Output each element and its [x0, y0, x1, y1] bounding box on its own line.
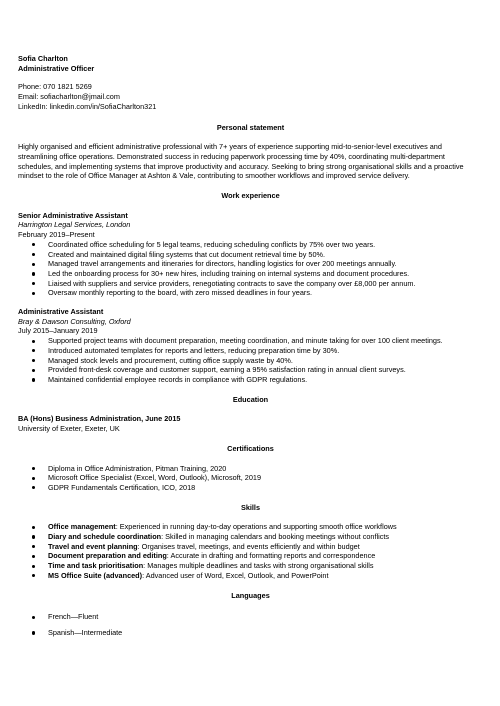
job-bullets: [18, 240, 483, 298]
certifications-list: [18, 464, 483, 493]
languages-list: [18, 612, 483, 637]
list-item: [18, 269, 483, 279]
bullet-icon: [32, 486, 35, 489]
skill-text: : Skilled in managing calendars and booking meetings without conflicts: [161, 532, 390, 542]
candidate-title: Administrative Officer: [18, 63, 95, 73]
skill-label: Office management: [48, 522, 116, 532]
bullet-icon: [32, 565, 35, 568]
list-item: [18, 240, 483, 250]
job-dates: February 2019–Present: [18, 230, 95, 240]
bullet-icon: [32, 631, 35, 634]
bullet-icon: [32, 555, 35, 558]
job-company: Harrington Legal Services, London: [18, 220, 131, 230]
list-item: [18, 346, 483, 356]
list-item: [18, 288, 483, 298]
job-entry: [18, 307, 483, 385]
list-item: [18, 356, 483, 366]
bullet-icon: [32, 467, 35, 470]
education-school: University of Exeter, Exeter, UK: [18, 424, 120, 434]
job-dates: July 2015–January 2019: [18, 326, 98, 336]
skill-text: : Experienced in running day-to-day operations and supporting smooth office workflows: [115, 522, 397, 532]
list-item-text: Maintained confidential employee records in compliance with GDPR regulations.: [48, 374, 308, 384]
skill-label: MS Office Suite (advanced): [48, 570, 143, 580]
job-bullets: [18, 336, 483, 385]
job-role: Senior Administrative Assistant: [18, 210, 128, 220]
job-company: Bray & Dawson Consulting, Oxford: [18, 316, 131, 326]
personal-statement-text: [18, 142, 483, 181]
list-item: [18, 571, 483, 581]
list-item: [18, 628, 483, 638]
list-item-text: Microsoft Office Specialist (Excel, Word, Outlook), Microsoft, 2019: [48, 473, 262, 483]
list-item: [18, 561, 483, 571]
skill-text: : Accurate in drafting and formatting reports and correspondence: [166, 551, 376, 561]
list-item-text: Managed travel arrangements and itineraries for directors, handling logistics for over 200 meetings annually.: [48, 259, 397, 269]
job-entry: [18, 211, 483, 298]
statement-line: streamlining office operations. Demonstrated success in reducing paperwork processing time by 40%, coordinating multi-department: [18, 151, 445, 161]
bullet-icon: [32, 359, 35, 362]
bullet-icon: [32, 272, 35, 275]
bullet-icon: [32, 349, 35, 352]
list-item: [18, 612, 483, 622]
bullet-icon: [32, 535, 35, 538]
list-item-text: Supported project teams with document preparation, meeting coordination, and minute taking for over 100 client meetings.: [48, 336, 443, 346]
skill-text: : Organises travel, meetings, and events efficiently and within budget: [137, 541, 360, 551]
list-item-text: Coordinated office scheduling for 5 legal teams, reducing scheduling conflicts by 75% over two years.: [48, 239, 376, 249]
list-item: [18, 375, 483, 385]
bullet-icon: [32, 369, 35, 372]
education-degree: BA (Hons) Business Administration, June 2015: [18, 414, 181, 424]
candidate-name: Sofia Charlton: [18, 54, 68, 63]
list-item-text: Provided front-desk coverage and customer support, earning a 95% satisfaction rating in annual client surveys.: [48, 365, 406, 375]
list-item-text: Diploma in Office Administration, Pitman Training, 2020: [48, 463, 227, 473]
list-item: [18, 279, 483, 289]
list-item: [18, 522, 483, 532]
list-item: [18, 464, 483, 474]
statement-line: Highly organised and efficient administrative professional with 7+ years of experience supporting mid-to-senior-level executives and: [18, 142, 442, 152]
skill-label: Document preparation and editing: [48, 551, 167, 561]
contact-linkedin: LinkedIn: linkedin.com/in/SofiaCharlton321: [18, 101, 157, 111]
list-item-text: French—Fluent: [48, 612, 99, 622]
bullet-icon: [32, 243, 35, 246]
list-item: [18, 365, 483, 375]
skills-heading: Skills: [240, 502, 261, 512]
statement-line: schedules, and implementing systems that improve productivity and accuracy. Seeking to bring strong organisational skills and a proactive: [18, 161, 464, 171]
list-item: [18, 532, 483, 542]
list-item: [18, 551, 483, 561]
certifications-heading: Certifications: [227, 443, 274, 453]
list-item: [18, 483, 483, 493]
contact-email: Email: sofiacharlton@jmail.com: [18, 92, 120, 102]
list-item-text: Introduced automated templates for reports and letters, reducing preparation time by 30%.: [48, 345, 340, 355]
list-item-text: Created and maintained digital filing systems that cut document retrieval time by 50%.: [48, 249, 326, 259]
statement-line: mindset to the role of Office Manager at Ashton & Vale, contributing to smoother workflows and improved service delivery.: [18, 171, 410, 181]
list-item-text: Led the onboarding process for 30+ new hires, including training on internal systems and document procedures.: [48, 268, 410, 278]
skill-text: : Advanced user of Word, Excel, Outlook, and PowerPoint: [142, 570, 329, 580]
list-item: [18, 336, 483, 346]
list-item: [18, 473, 483, 483]
education-heading: Education: [232, 394, 269, 404]
skill-label: Travel and event planning: [48, 541, 138, 551]
personal-statement-heading: Personal statement: [216, 122, 285, 132]
list-item: [18, 542, 483, 552]
languages-heading: Languages: [231, 590, 270, 600]
list-item-text: Liaised with suppliers and service providers, renegotiating contracts to save the company over £8,000 per annum.: [48, 278, 416, 288]
skill-text: : Manages multiple deadlines and tasks with strong organisational skills: [143, 561, 374, 571]
skill-label: Time and task prioritisation: [48, 561, 144, 571]
list-item-text: Managed stock levels and procurement, cutting office supply waste by 40%.: [48, 355, 293, 365]
bullet-icon: [32, 378, 35, 381]
bullet-icon: [32, 292, 35, 295]
bullet-icon: [32, 477, 35, 480]
bullet-icon: [32, 526, 35, 529]
bullet-icon: [32, 282, 35, 285]
bullet-icon: [32, 263, 35, 266]
bullet-icon: [32, 545, 35, 548]
skill-label: Diary and schedule coordination: [48, 532, 162, 542]
list-item: [18, 259, 483, 269]
work-experience-heading: Work experience: [221, 191, 280, 201]
list-item-text: Spanish—Intermediate: [48, 627, 123, 637]
list-item-text: Oversaw monthly reporting to the board, with zero missed deadlines in four years.: [48, 288, 313, 298]
list-item-text: GDPR Fundamentals Certification, ICO, 2018: [48, 482, 196, 492]
bullet-icon: [32, 340, 35, 343]
bullet-icon: [32, 574, 35, 577]
skills-list: [18, 522, 483, 580]
bullet-icon: [32, 616, 35, 619]
job-role: Administrative Assistant: [18, 307, 104, 317]
contact-phone: Phone: 070 1821 5269: [18, 82, 92, 92]
bullet-icon: [32, 253, 35, 256]
list-item: [18, 250, 483, 260]
